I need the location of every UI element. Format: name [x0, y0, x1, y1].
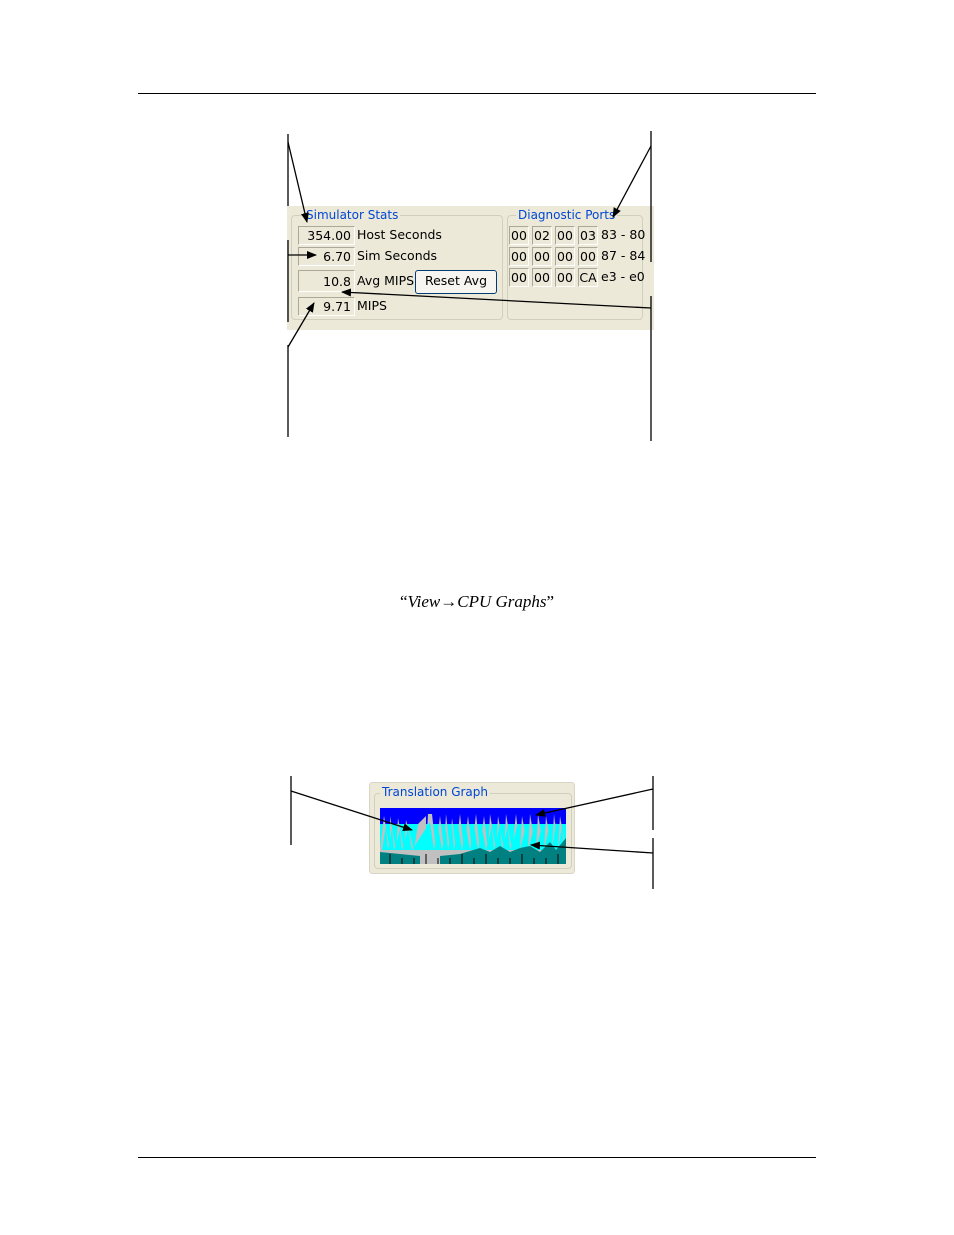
- port-byte: 00: [578, 247, 598, 266]
- port-byte: CA: [579, 270, 597, 285]
- avg-mips-value: 10.8: [298, 270, 355, 292]
- translation-graph-title: Translation Graph: [382, 785, 489, 799]
- translation-graph-screenshot: [369, 782, 575, 874]
- port-range-label: e3 - e0: [601, 269, 645, 284]
- mips-label: MIPS: [357, 298, 387, 313]
- diagnostic-ports-title: Diagnostic Ports: [518, 208, 616, 222]
- host-seconds-label: Host Seconds: [357, 227, 442, 242]
- port-byte: 00: [555, 268, 575, 287]
- port-byte: 00: [555, 247, 575, 266]
- port-byte: 02: [532, 226, 552, 245]
- port-byte: 00: [509, 268, 529, 287]
- port-range-label: 87 - 84: [601, 248, 646, 263]
- host-seconds-value: 354.00: [298, 226, 355, 245]
- sim-seconds-value: 6.70: [298, 247, 355, 266]
- port-byte: 00: [532, 268, 552, 287]
- port-byte: 00: [509, 226, 529, 245]
- translation-graph-plot: [380, 808, 566, 864]
- reset-avg-button[interactable]: Reset Avg: [415, 270, 497, 294]
- simulator-stats-title: Simulator Stats: [306, 208, 399, 222]
- caption-open-quote: “: [399, 592, 408, 611]
- sim-seconds-label: Sim Seconds: [357, 248, 438, 263]
- port-byte: 03: [578, 226, 598, 245]
- caption-menu-path: View→CPU Graphs: [407, 592, 547, 611]
- footer-rule: [138, 1157, 816, 1158]
- header-rule: [138, 93, 816, 94]
- caption-close-quote: ”: [546, 592, 555, 611]
- caption: [0, 592, 954, 612]
- mips-value: 9.71: [298, 297, 355, 316]
- port-byte: 00: [509, 247, 529, 266]
- simulator-stats-screenshot: [287, 206, 654, 330]
- avg-mips-label: Avg MIPS: [357, 273, 415, 288]
- port-byte: 00: [555, 226, 575, 245]
- port-byte: 00: [532, 247, 552, 266]
- port-range-label: 83 - 80: [601, 227, 646, 242]
